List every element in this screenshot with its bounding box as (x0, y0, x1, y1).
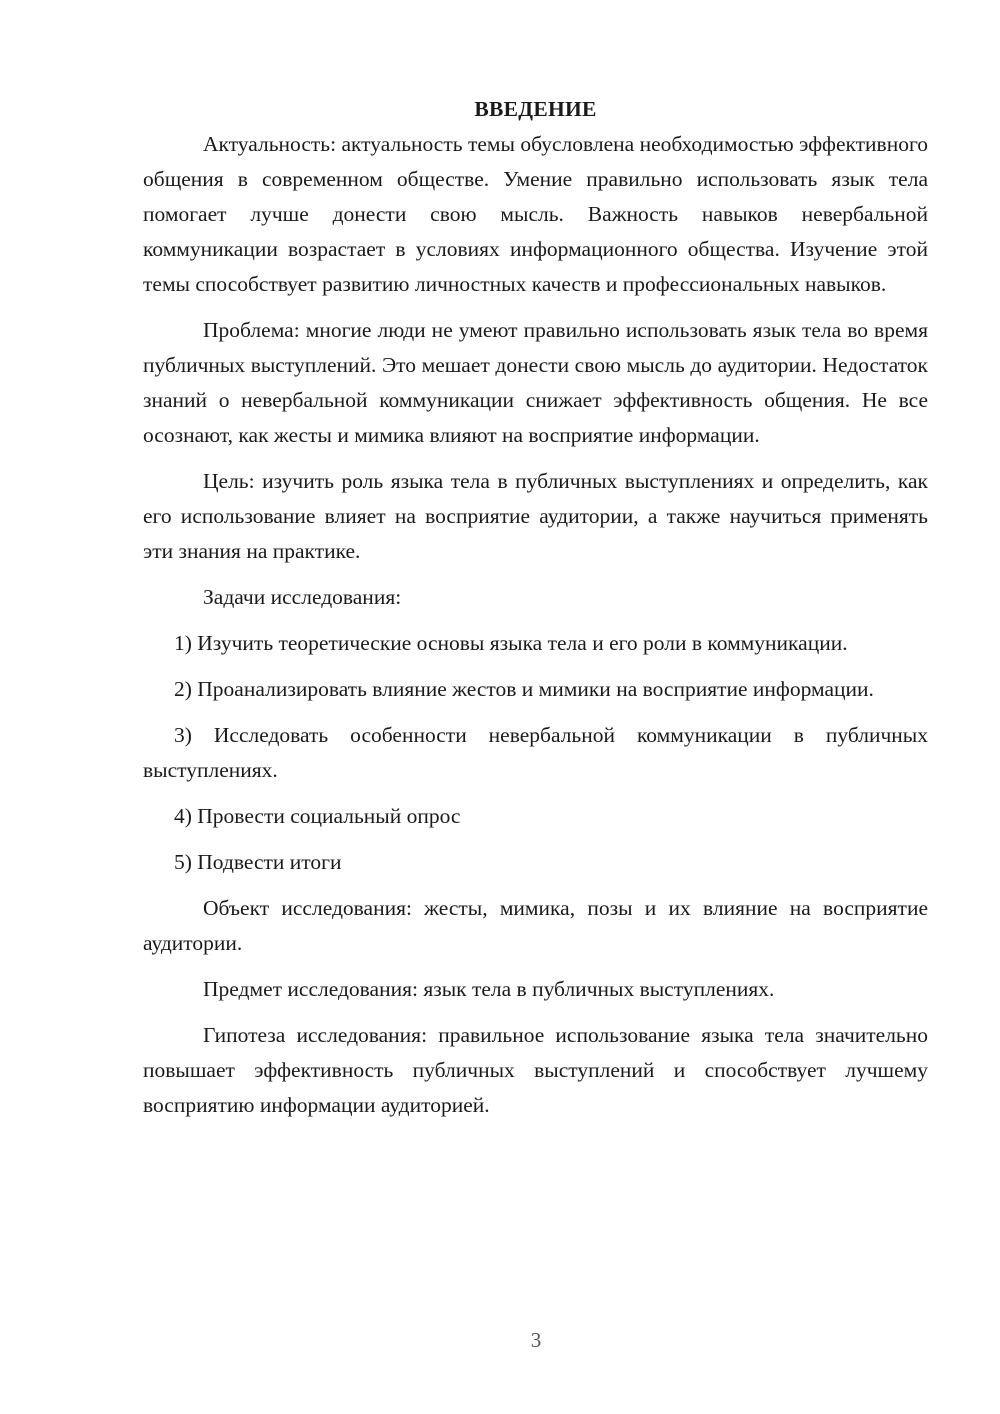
page-title: ВВЕДЕНИЕ (474, 97, 597, 121)
paragraph-tasks-heading: Задачи исследования: (203, 585, 402, 609)
paragraph-relevance: Актуальность: актуальность темы обусловлена необходимостью эффективного общения в современном обществе. Умение правильно использовать язык тела помогает лучше донести свою мысль. Важность навыков невербальной коммуникации возрастает в условиях информационного общества. Изучение этой темы способствует развитию личностных качеств и профессиональных навыков. (143, 132, 928, 296)
task-item: 1) Изучить теоретические основы языка тела и его роли в коммуникации. (174, 631, 848, 655)
task-item: 3) Исследовать особенности невербальной коммуникации в публичных выступлениях. (143, 723, 928, 782)
task-item: 4) Провести социальный опрос (174, 804, 461, 828)
task-item: 2) Проанализировать влияние жестов и мимики на восприятие информации. (174, 677, 874, 701)
page-number: 3 (530, 1328, 542, 1352)
paragraph-subject: Предмет исследования: язык тела в публичных выступлениях. (203, 977, 775, 1001)
task-item: 5) Подвести итоги (174, 850, 342, 874)
paragraph-problem: Проблема: многие люди не умеют правильно использовать язык тела во время публичных выступлений. Это мешает донести свою мысль до аудитории. Недостаток знаний о невербальной коммуникации снижает эффективность общения. Не все осознают, как жесты и мимика влияют на восприятие информации. (143, 318, 928, 447)
document-page (143, 92, 928, 1123)
paragraph-object: Объект исследования: жесты, мимика, позы и их влияние на восприятие аудитории. (143, 896, 928, 955)
paragraph-goal: Цель: изучить роль языка тела в публичных выступлениях и определить, как его использование влияет на восприятие аудитории, а также научиться применять эти знания на практике. (143, 469, 928, 563)
paragraph-hypothesis: Гипотеза исследования: правильное использование языка тела значительно повышает эффективность публичных выступлений и способствует лучшему восприятию информации аудиторией. (143, 1023, 928, 1117)
